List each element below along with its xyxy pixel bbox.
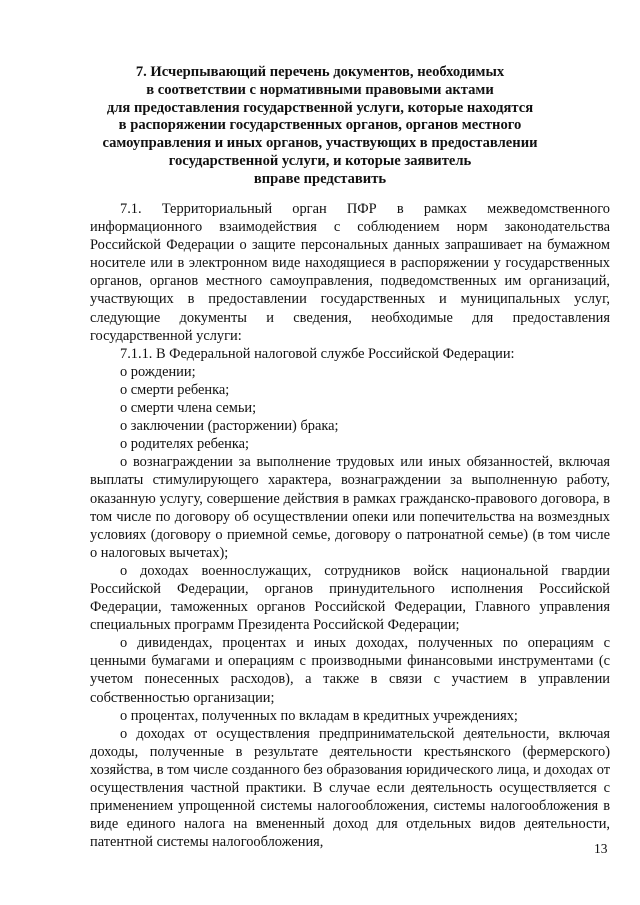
list-item: о родителях ребенка; — [120, 436, 250, 453]
list-item: о заключении (расторжении) брака; — [120, 418, 339, 435]
heading-line: государственной услуги, и которые заявитель — [168, 152, 472, 169]
list-item: о рождении; — [120, 363, 196, 380]
heading-line: в соответствии с нормативными правовыми актами — [146, 81, 494, 98]
list-item: о дивидендах, процентах и иных доходах, полученных по операциям с ценными бумагами и операциям с производными финансовыми инструментами (с учетом понесенных расходов), а также в связи с участием в управлении собственностью организации; — [90, 635, 610, 706]
section-heading — [90, 64, 550, 189]
paragraph-7-1: 7.1. Территориальный орган ПФР в рамках межведомственного информационного взаимодействия с соблюдением норм законодательства Российской Федерации о защите персональных данных запрашивает на бумажном носителе или в электронном виде находящиеся в распоряжении у государственных органов, органов местного самоуправления, подведомственных им организаций, участвующих в предоставлении государственных и муниципальных услуг, следующие документы и сведения, необходимые для предоставления государственной услуги: — [90, 201, 610, 344]
heading-line: 7. Исчерпывающий перечень документов, необходимых — [135, 64, 505, 80]
heading-line: для предоставления государственной услуги, которые находятся — [106, 99, 534, 116]
list-item: о доходах от осуществления предпринимательской деятельности, включая доходы, полученные в результате деятельности крестьянского (фермерского) хозяйства, в том числе созданного без образования юридического лица, и доходах от осуществления частной практики. В случае если деятельность осуществляется с применением упрощенной системы налогообложения, системы налогообложения в виде единого налога на вмененный доход для отдельных видов деятельности, патентной системы налогообложения, — [90, 725, 610, 851]
list-item: о доходах военнослужащих, сотрудников войск национальной гвардии Российской Федерации, органов принудительного исполнения Российской Федерации, таможенных органов Российской Федерации, Главного управления специальных программ Президента Российской Федерации; — [90, 562, 610, 634]
heading-line: в распоряжении государственных органов, органов местного — [118, 117, 522, 134]
body-text — [90, 200, 610, 851]
list-item: о смерти члена семьи; — [120, 400, 257, 417]
list-item: о вознаграждении за выполнение трудовых или иных обязанностей, включая выплаты стимулирующего характера, вознаграждении за выполненную работу, оказанную услугу, совершение действия в рамках гражданско-правового договора, в том числе по договору об осуществлении опеки или попечительства на возмездных условиях (договору о приемной семье, договору о патронатной семье) (в том числе о налоговых вычетах); — [90, 454, 610, 561]
paragraph-7-1-1: 7.1.1. В Федеральной налоговой службе Российской Федерации: — [120, 345, 515, 362]
list-item: о процентах, полученных по вкладам в кредитных учреждениях; — [120, 707, 518, 724]
heading-line: вправе представить — [253, 170, 387, 187]
page-number: 13 — [594, 841, 608, 856]
list-item: о смерти ребенка; — [120, 381, 230, 398]
heading-line: самоуправления и иных органов, участвующих в предоставлении — [102, 135, 538, 152]
